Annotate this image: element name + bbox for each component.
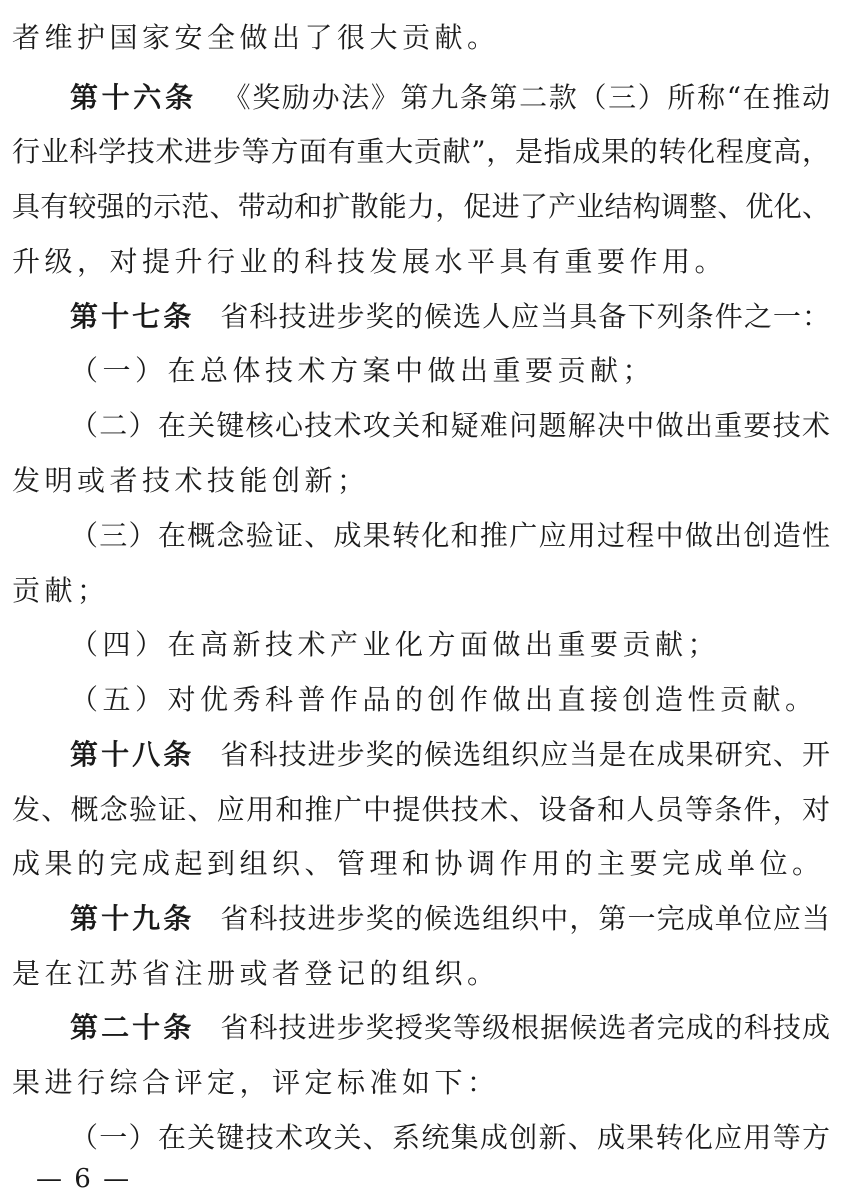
paragraph-line bbox=[12, 790, 830, 830]
article-heading: 第十八条 bbox=[70, 738, 195, 771]
line-text: 果进行综合评定，评定标准如下： bbox=[12, 1066, 500, 1099]
paragraph-line bbox=[12, 1063, 830, 1103]
paragraph-line bbox=[70, 516, 830, 556]
line-text: 是在江苏省注册或者登记的组织。 bbox=[12, 957, 500, 990]
paragraph-line bbox=[70, 680, 830, 720]
article-paragraph-line bbox=[70, 78, 830, 118]
paragraph-line bbox=[70, 1118, 830, 1158]
line-text: （三）在概念验证、成果转化和推广应用过程中做出创造性 bbox=[70, 519, 830, 552]
article-heading: 第二十条 bbox=[70, 1011, 195, 1044]
line-text: （五）对优秀科普作品的创作做出直接创造性贡献。 bbox=[70, 683, 818, 716]
paragraph-line bbox=[12, 132, 830, 172]
article-paragraph-line bbox=[70, 297, 830, 337]
line-text: 成果的完成起到组织、管理和协调作用的主要完成单位。 bbox=[12, 847, 825, 880]
line-text: 省科技进步奖授奖等级根据候选者完成的科技成 bbox=[220, 1011, 830, 1044]
article-heading: 第十七条 bbox=[70, 300, 195, 333]
paragraph-line bbox=[12, 954, 830, 994]
paragraph-line bbox=[12, 844, 830, 884]
article-heading: 第十九条 bbox=[70, 902, 195, 935]
line-text: （一）在关键技术攻关、系统集成创新、成果转化应用等方 bbox=[70, 1121, 830, 1154]
line-text: 者维护国家安全做出了很大贡献。 bbox=[12, 21, 500, 54]
paragraph-line bbox=[12, 242, 830, 282]
line-text: （二）在关键核心技术攻关和疑难问题解决中做出重要技术 bbox=[70, 409, 830, 442]
paragraph-line bbox=[12, 461, 830, 501]
line-text: 省科技进步奖的候选组织中，第一完成单位应当 bbox=[220, 902, 830, 935]
line-text: 省科技进步奖的候选组织应当是在成果研究、开 bbox=[220, 738, 830, 771]
paragraph-line bbox=[12, 571, 830, 611]
paragraph-line bbox=[12, 187, 830, 227]
line-text: （一）在总体技术方案中做出重要贡献； bbox=[70, 354, 656, 387]
line-text: 发、概念验证、应用和推广中提供技术、设备和人员等条件，对 bbox=[12, 793, 830, 826]
paragraph-line bbox=[12, 18, 830, 58]
line-text: 贡献； bbox=[12, 574, 110, 607]
paragraph-line bbox=[70, 406, 830, 446]
line-text: 具有较强的示范、带动和扩散能力，促进了产业结构调整、优化、 bbox=[12, 190, 830, 223]
line-text: （四）在高新技术产业化方面做出重要贡献； bbox=[70, 628, 721, 661]
article-paragraph-line bbox=[70, 1008, 830, 1048]
page-number: — 6 — bbox=[36, 1164, 132, 1194]
line-text: 省科技进步奖的候选人应当具备下列条件之一： bbox=[220, 300, 830, 333]
line-text: 《奖励办法》第九条第二款（三）所称“在推动 bbox=[222, 81, 830, 114]
article-heading: 第十六条 bbox=[70, 81, 197, 114]
paragraph-line bbox=[70, 625, 830, 665]
line-text: 发明或者技术技能创新； bbox=[12, 464, 370, 497]
article-paragraph-line bbox=[70, 735, 830, 775]
line-text: 行业科学技术进步等方面有重大贡献”，是指成果的转化程度高， bbox=[12, 135, 830, 168]
paragraph-line bbox=[70, 351, 830, 391]
article-paragraph-line bbox=[70, 899, 830, 939]
line-text: 升级，对提升行业的科技发展水平具有重要作用。 bbox=[12, 245, 728, 278]
